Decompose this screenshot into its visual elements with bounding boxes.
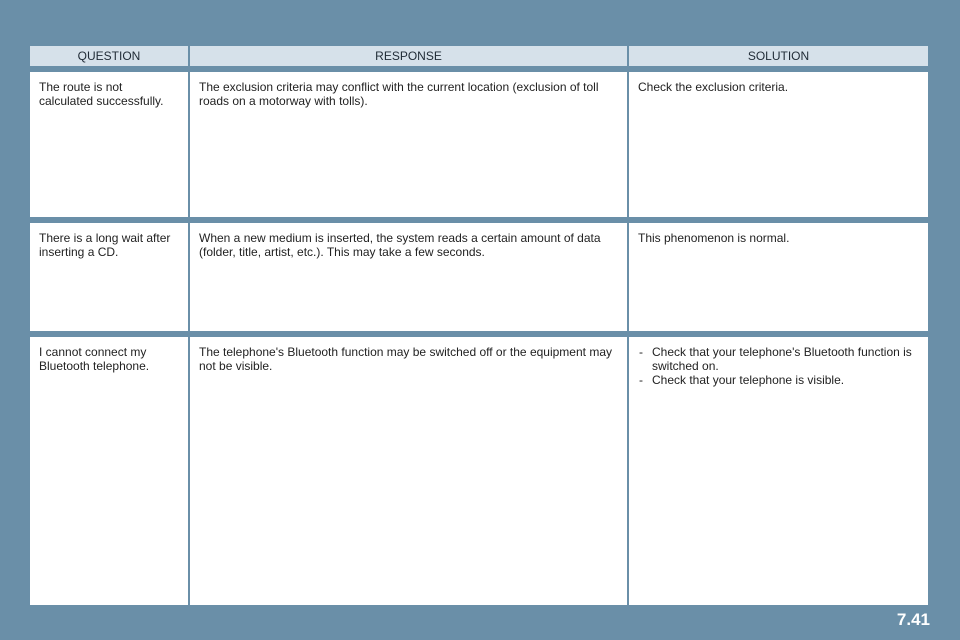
header-solution: SOLUTION <box>629 46 928 66</box>
solution-list <box>638 345 919 387</box>
table-row <box>30 223 928 331</box>
solution-text: This phenomenon is normal. <box>638 231 790 245</box>
solution-text: Check the exclusion criteria. <box>638 80 789 94</box>
solution-cell <box>629 337 928 605</box>
faq-table <box>30 46 928 611</box>
question-cell: I cannot connect my Bluetooth telephone. <box>30 337 190 605</box>
solution-list-item: - Check that your telephone is visible. <box>638 373 919 387</box>
question-cell: The route is not calculated successfully. <box>30 72 190 217</box>
header-response: RESPONSE <box>190 46 629 66</box>
solution-cell <box>629 72 928 217</box>
table-row <box>30 337 928 605</box>
solution-list-item: - Check that your telephone's Bluetooth function is switched on. <box>638 345 919 373</box>
page-number: 7.41 <box>896 610 930 629</box>
response-cell: When a new medium is inserted, the system reads a certain amount of data (folder, title, artist, etc.). This may take a few seconds. <box>190 223 629 331</box>
header-question: QUESTION <box>30 46 190 66</box>
table-row <box>30 72 928 217</box>
table-header <box>30 46 928 66</box>
question-cell: There is a long wait after inserting a CD. <box>30 223 190 331</box>
solution-cell <box>629 223 928 331</box>
response-cell: The telephone's Bluetooth function may be switched off or the equipment may not be visible. <box>190 337 629 605</box>
response-cell: The exclusion criteria may conflict with the current location (exclusion of toll roads on a motorway with tolls). <box>190 72 629 217</box>
